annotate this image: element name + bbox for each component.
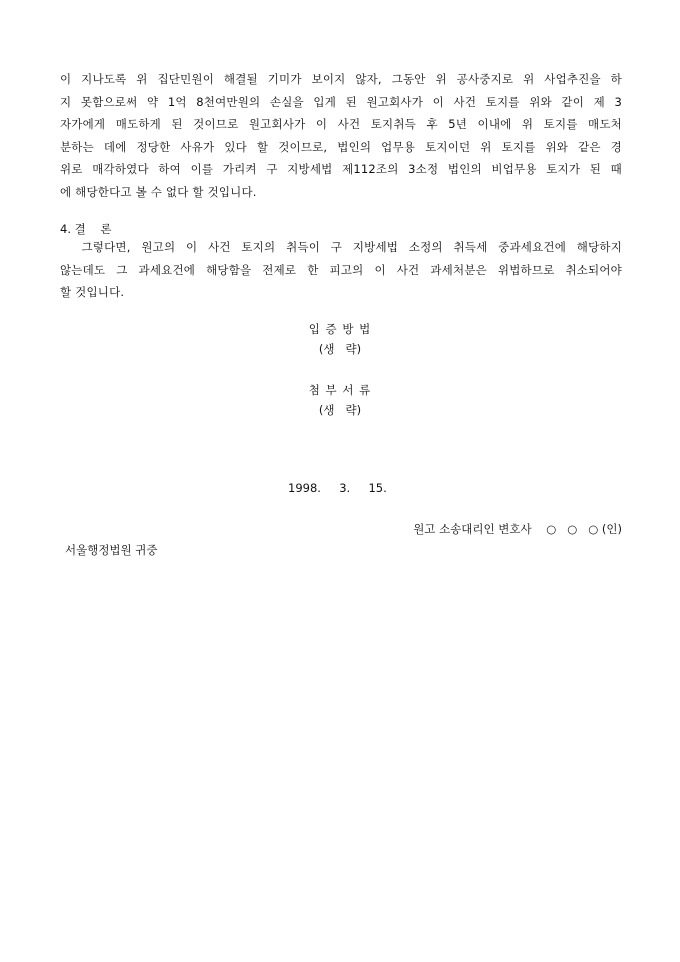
paragraph-conclusion xyxy=(60,236,622,304)
text-line: 할 것입니다. xyxy=(60,285,125,299)
text-line: 위로 매각하였다 하여 이를 가리켜 구 지방세법 제112조의 3소정 법인의 비업무용 토지가 된 때 xyxy=(60,162,622,176)
text-line: 분하는 데에 정당한 사유가 있다 할 것이므로, 법인의 업무용 토지이던 위 토지를 위와 같은 경 xyxy=(60,139,622,154)
attached-documents-note: (생 략) xyxy=(318,403,362,417)
paragraph-justification xyxy=(60,68,622,203)
filing-date: 1998. 3. 15. xyxy=(288,481,387,495)
text-line: 에 해당한다고 볼 수 없다 할 것입니다. xyxy=(60,184,257,199)
text-line: 자가에게 매도하게 된 것이므로 원고회사가 이 사건 토지취득 후 5년 이내에 위 토지를 매도처 xyxy=(60,117,622,131)
section-heading-conclusion: 4. 결 론 xyxy=(60,222,112,236)
court-addressee: 서울행정법원 귀중 xyxy=(65,543,158,557)
text-line: 이 지나도록 위 집단민원이 해결될 기미가 보이지 않자, 그동안 위 공사중지로 위 사업추진을 하 xyxy=(60,72,622,86)
text-line: 지 못함으로써 약 1억 8천여만원의 손실을 입게 된 원고회사가 이 사건 토지를 위와 같이 제 3 xyxy=(60,94,622,109)
attached-documents-title: 첨 부 서 류 xyxy=(308,383,372,397)
text-line: 않는데도 그 과세요건에 해당함을 전제로 한 피고의 이 사건 과세처분은 위법하므로 취소되어야 xyxy=(60,262,622,277)
text-line: 그렇다면, 원고의 이 사건 토지의 취득이 구 지방세법 소정의 취득세 중과세요건에 해당하지 xyxy=(60,240,622,254)
evidence-methods-note: (생 략) xyxy=(318,342,362,356)
attorney-signature: 원고 소송대리인 변호사 ○ ○ ○ (인) xyxy=(413,522,622,536)
evidence-methods-title: 입 증 방 법 xyxy=(308,322,372,336)
